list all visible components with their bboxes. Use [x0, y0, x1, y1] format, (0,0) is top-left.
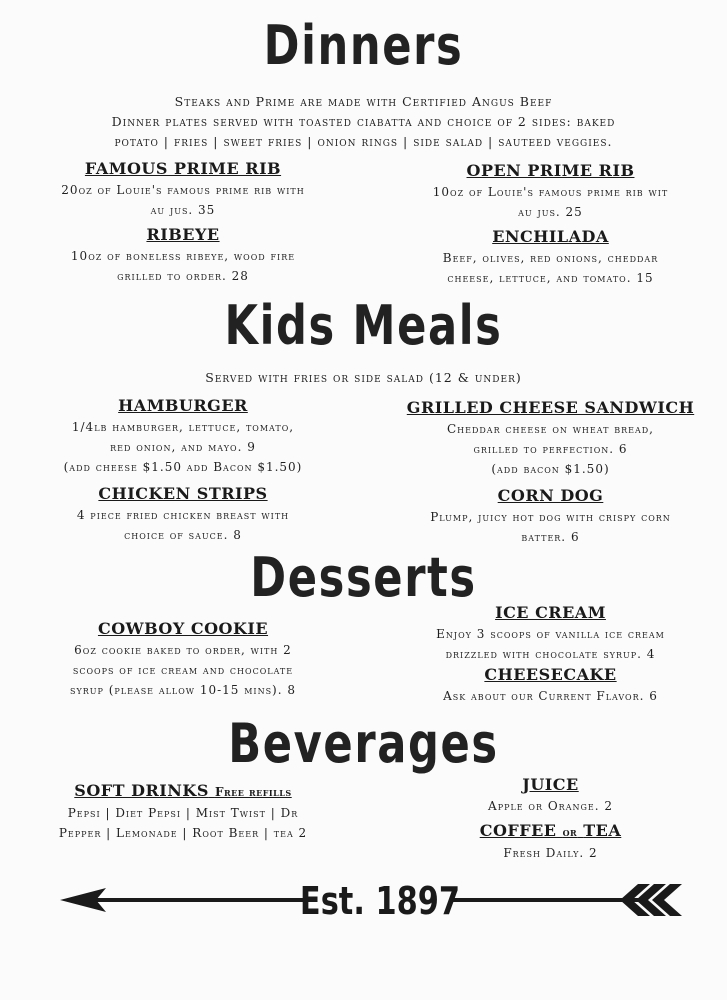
item-desc: 10oz of boneless ribeye, wood fire — [70, 249, 296, 263]
item-desc: 20oz of Louie's famous prime rib with — [61, 183, 305, 197]
item-title — [378, 820, 723, 843]
item-desc: 4 piece fried chicken breast with — [76, 508, 290, 522]
menu-item-famous-prime-rib — [8, 158, 358, 220]
item-desc: Pepper | Lemonade | Root Beer | tea 2 — [58, 826, 308, 840]
menu-item-grilled-cheese — [378, 397, 723, 479]
item-desc: Beef, olives, red onions, cheddar — [442, 251, 659, 265]
item-desc: Apple or Orange. 2 — [488, 799, 613, 813]
kids-meals-note: Served with fries or side salad (12 & under) — [205, 370, 522, 385]
menu-item-open-prime-rib — [378, 160, 723, 222]
kids-meals-heading: Kids Meals — [224, 294, 503, 357]
item-title-or: or — [562, 825, 578, 839]
dinners-heading: Dinners — [263, 14, 464, 77]
item-desc: 10oz of Louie's famous prime rib wit — [432, 185, 669, 199]
item-title: JUICE — [522, 775, 579, 794]
beverages-heading: Beverages — [228, 712, 499, 775]
item-desc: 6oz cookie baked to order, with 2 — [74, 643, 292, 657]
item-desc: syrup (please allow 10-15 mins). 8 — [69, 683, 297, 697]
menu-item-coffee-tea — [378, 820, 723, 863]
item-title: ICE CREAM — [495, 603, 606, 622]
item-title: GRILLED CHEESE SANDWICH — [406, 398, 695, 417]
item-title: ENCHILADA — [492, 227, 609, 246]
item-desc: Plump, juicy hot dog with crispy corn — [430, 510, 671, 524]
item-title: FAMOUS PRIME RIB — [84, 159, 282, 178]
item-desc: Ask about our Current Flavor. 6 — [443, 689, 658, 703]
item-desc: (add bacon $1.50) — [491, 462, 610, 476]
item-desc: grilled to order. 28 — [117, 269, 249, 283]
menu-item-chicken-strips — [8, 483, 358, 545]
menu-item-corn-dog — [378, 485, 723, 547]
item-title: OPEN PRIME RIB — [466, 161, 635, 180]
item-title — [8, 780, 358, 803]
item-desc: grilled to perfection. 6 — [473, 442, 628, 456]
dinners-note-3: potato | fries | sweet fries | onion rings | side salad | sauteed veggies. — [114, 134, 613, 149]
item-title: COWBOY COOKIE — [97, 619, 269, 638]
item-desc: drizzled with chocolate syrup. 4 — [445, 647, 656, 661]
menu-item-cheesecake — [378, 664, 723, 706]
dinners-note-2: Dinner plates served with toasted ciabatta and choice of 2 sides: baked — [111, 114, 616, 129]
item-desc: batter. 6 — [521, 530, 580, 544]
menu-item-ice-cream — [378, 602, 723, 664]
footer-arrow — [60, 870, 690, 930]
menu-item-enchilada — [378, 226, 723, 288]
menu-item-hamburger — [8, 395, 358, 477]
item-desc: au jus. 25 — [518, 205, 583, 219]
menu-item-juice — [378, 774, 723, 816]
dinners-note-1: Steaks and Prime are made with Certified Angus Beef — [174, 94, 553, 109]
item-desc: Enjoy 3 scoops of vanilla ice cream — [436, 627, 665, 641]
arrow-left-icon — [60, 870, 690, 930]
item-title: CORN DOG — [497, 486, 604, 505]
menu-item-ribeye — [8, 224, 358, 286]
item-title: HAMBURGER — [118, 396, 248, 415]
item-desc: cheese, lettuce, and tomato. 15 — [447, 271, 654, 285]
item-desc: Pepsi | Diet Pepsi | Mist Twist | Dr — [67, 806, 299, 820]
item-title-text: COFFEE — [479, 821, 557, 840]
item-desc: choice of sauce. 8 — [124, 528, 242, 542]
item-desc: (add cheese $1.50 add Bacon $1.50) — [63, 460, 303, 474]
menu-item-soft-drinks — [8, 780, 358, 843]
item-title-text-2: TEA — [583, 821, 622, 840]
item-desc: scoops of ice cream and chocolate — [72, 663, 294, 677]
item-desc: Fresh Daily. 2 — [503, 846, 598, 860]
item-desc: au jus. 35 — [150, 203, 216, 217]
menu-item-cowboy-cookie — [8, 618, 358, 700]
item-title-suffix: Free refills — [214, 785, 292, 799]
item-desc: red onion, and mayo. 9 — [110, 440, 256, 454]
item-desc: 1/4lb hamburger, lettuce, tomato, — [71, 420, 295, 434]
item-title-text: SOFT DRINKS — [74, 781, 209, 800]
item-title: CHICKEN STRIPS — [98, 484, 268, 503]
item-desc: Cheddar cheese on wheat bread, — [446, 422, 654, 436]
established-label: Est. 1897 — [299, 879, 461, 924]
item-title: CHEESECAKE — [484, 665, 617, 684]
desserts-heading: Desserts — [250, 546, 477, 609]
item-title: RIBEYE — [146, 225, 220, 244]
